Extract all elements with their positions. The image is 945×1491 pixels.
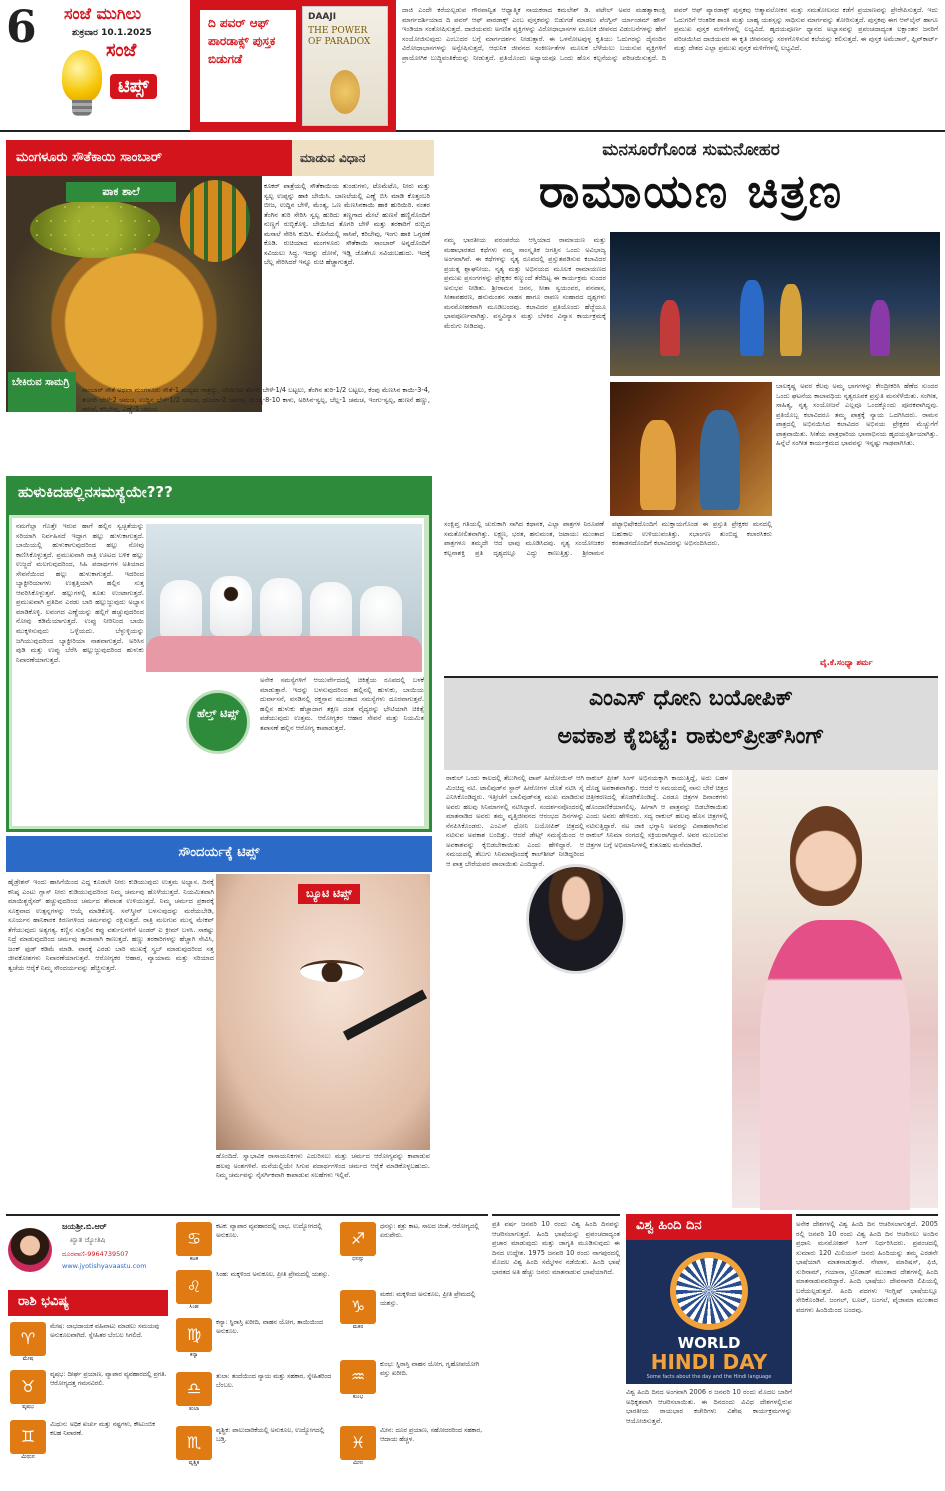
cooking-tag: ಪಾಕ ಶಾಲೆ: [66, 182, 176, 202]
gum-shape: [146, 636, 422, 672]
horoscope-gemini: ಮಿಥುನ: ಅಧಿಕ ಖರ್ಚು ಮತ್ತು ನಷ್ಟಗಳು, ಕೌಟುಂಬಿಕ ಕಲಹ ನಿವಾರಣೆ.: [50, 1421, 155, 1438]
dhoni-text-col2: ರಾಕುಲ್ ಪ್ರೀತ್ ಸಿಂಗ್ ಅಭಿನಯಕ್ಕಾಗಿ ಕಾಯುತ್ತಿದ್ದೆ, ಅದು ಬಹಳ ದೊಡ್ಡ ಅವಕಾಶವಾಗಿತ್ತು. ಆದರೆ ಆ ಸಮಯದಲ್ಲಿ ನಾನು ಬೇರೆ ಚಿತ್ರದ ಚಿತ್ರೀಕರಣದಲ್ಲಿ ತೊಡಗಿಕೊಂಡಿದ್ದೆ. ಎರಡೂ ಚಿತ್ರಗಳ ದಿನಾಂಕಗಳು ಹೊಂದಾಣಿಕೆಯಾಗಲಿಲ್ಲ. ಹೀಗಾಗಿ ಆ ಪಾತ್ರವನ್ನು ಬಿಡಬೇಕಾಯಿತು ಎಂದು ಅವರು ಹೇಳಿದರು. ಸದ್ಯ ರಾಕುಲ್ ಹಲವು ಹೊಸ ಚಿತ್ರಗಳಲ್ಲಿ ನಟಿಸುತ್ತಿದ್ದಾರೆ. ನಟ ಜಾಕಿ ಭಗ್ನಾನಿ ಅವರನ್ನು ವಿವಾಹವಾಗಿರುವ ರಾಕುಲ್ ಸಿನಿಮಾ ರಂಗದಲ್ಲಿ ಸಕ್ರಿಯರಾಗಿದ್ದಾರೆ. ಅವರ ಮುಂಬರುವ ಚಿತ್ರಗಳ ಬಗ್ಗೆ ಅಭಿಮಾನಿಗಳಲ್ಲಿ ಕುತೂಹಲ ಮನೆಮಾಡಿದೆ.: [586, 774, 728, 849]
hindi-day-text-col3: ಅನೇಕ ದೇಶಗಳಲ್ಲಿ ವಿಶ್ವ ಹಿಂದಿ ದಿನ ಆಚರಿಸಲಾಗುತ್ತದೆ. 2005 ರಲ್ಲಿ ಜನವರಿ 10 ರಂದು ವಿಶ್ವ ಹಿಂದಿ ದಿನ ಆಚರಿಸಲು ಅಂದಿನ ಪ್ರಧಾನಿ ಮನಮೋಹನ್ ಸಿಂಗ್ ನಿರ್ಧರಿಸಿದರು. ಪ್ರಪಂಚದಲ್ಲಿ ಸುಮಾರು 120 ಮಿಲಿಯನ್ ಜನರು ಹಿಂದಿಯನ್ನು ತಮ್ಮ ಎರಡನೇ ಭಾಷೆಯಾಗಿ ಮಾತನಾಡುತ್ತಾರೆ. ನೇಪಾಳ, ಮಾರಿಷಸ್, ಫಿಜಿ, ಸುರಿನಾಮ್, ಗಯಾನಾ, ಟ್ರಿನಿಡಾಡ್ ಮುಂತಾದ ದೇಶಗಳಲ್ಲಿ ಹಿಂದಿ ಮಾತನಾಡುವವರಿದ್ದಾರೆ. ಹಿಂದಿ ಭಾಷೆಯು ದೇವನಾಗರಿ ಲಿಪಿಯಲ್ಲಿ ಬರೆಯಲ್ಪಡುತ್ತದೆ. ಹಿಂದಿ ಪದಗಳು ಇಂಗ್ಲಿಷ್ ಭಾಷೆಯಲ್ಲೂ ಸೇರಿಕೊಂಡಿವೆ. ಜಂಗಲ್, ಲೂಟ್, ಬಂಗಲೆ, ಪೈಜಾಮಾ ಮುಂತಾದ ಪದಗಳು ಹಿಂದಿಯಿಂದ ಬಂದವು.: [796, 1214, 938, 1486]
sambar-title: ಮಂಗಳೂರು ಸೌತೆಕಾಯಿ ಸಾಂಬಾರ್: [6, 140, 292, 176]
pisces-icon: ♓: [340, 1426, 376, 1460]
sagittarius-icon: ♐: [340, 1222, 376, 1256]
book-author: DAAJI: [308, 12, 337, 22]
dhoni-text-col1: ರಾಕುಲ್ ಒಂದು ಕಾಲದಲ್ಲಿ ತೆಲುಗಿನಲ್ಲಿ ಟಾಪ್ ಹೀರೋಯಿನ್ ಆಗಿ ಮಿಂಚಿದ್ದ ನಟಿ. ಟಾಲಿವುಡ್‌ನ ಸ್ಟಾರ್ ಹೀರೋಗಳ ಜೊತೆ ನಟಿಸಿ ಸೈ ಎನಿಸಿಕೊಂಡಿದ್ದರು. ಇತ್ತೀಚೆಗೆ ಬಾಲಿವುಡ್‌ನತ್ತ ಮುಖ ಮಾಡಿರುವ ಅವರು ಹಲವು ಸಿನಿಮಾಗಳಲ್ಲಿ ನಟಿಸಿದ್ದಾರೆ. ಸಂದರ್ಶನವೊಂದರಲ್ಲಿ ಮಾತನಾಡಿದ ಅವರು ತಮ್ಮ ವೃತ್ತಿಜೀವನದ ಆರಂಭದ ದಿನಗಳನ್ನು ನೆನಪಿಸಿಕೊಂಡರು. ಎಂಎಸ್ ಧೋನಿ ಬಯೋಪಿಕ್ ಚಿತ್ರದಲ್ಲಿ ನಟಿಸುವ ಅವಕಾಶ ಬಂದಿತ್ತು. ಆದರೆ ಡೇಟ್ಸ್ ಸಮಸ್ಯೆಯಿಂದ ಆ ಅವಕಾಶವನ್ನು ಕೈಬಿಡಬೇಕಾಯಿತು ಎಂದು ಹೇಳಿದ್ದಾರೆ. ಆ ಸಮಯದಲ್ಲಿ ತೆಲುಗು ಸಿನಿಮಾವೊಂದಕ್ಕೆ ಕಾಲ್‌ಶೀಟ್ ನೀಡಿದ್ದರಿಂದ ಆ ಪಾತ್ರ ಬೇರೆಯವರ ಪಾಲಾಯಿತು ಎಂದಿದ್ದಾರೆ.: [446, 774, 584, 868]
tooth-icon: [160, 580, 202, 640]
horoscope-pisces: ಮೀನ: ದೂರ ಪ್ರಯಾಣ, ಸಹೋದರರಿಂದ ಸಹಕಾರ, ಆದಾಯ ಹೆಚ್ಚಳ.: [380, 1427, 483, 1444]
cancer-icon: ♋: [176, 1222, 212, 1256]
beauty-text-secondary: ಹೊಂದಿದೆ. ಸ್ವಾಭಾವಿಕ ರಾಸಾಯನಿಕಗಳು ಎದುರಿಸಲು ಮತ್ತು ಚರ್ಮದ ಆರೋಗ್ಯವನ್ನು ಕಾಪಾಡುವ ಹಲವು ಅಂಶಗಳಿವೆ. ಮನೆಯಲ್ಲಿಯೇ ಸಿಗುವ ಪದಾರ್ಥಗಳಿಂದ ಚರ್ಮದ ಆರೈಕೆ ಮಾಡಿಕೊಳ್ಳಬಹುದು. ನಿಮ್ಮ ಚರ್ಮವನ್ನು ನೈಸರ್ಗಿಕವಾಗಿ ಕಾಪಾಡುವ ಸಲಹೆಗಳು ಇಲ್ಲಿವೆ.: [216, 1152, 430, 1180]
decayed-tooth-icon: [210, 576, 252, 636]
page-number: 6: [6, 2, 37, 53]
tooth-icon: [260, 578, 302, 638]
ramayana-stage-photo: [610, 232, 940, 376]
horoscope-leo: ಸಿಂಹ: ಮಕ್ಕಳಿಂದ ಅನುಕೂಲ, ಪ್ರೀತಿ ಪ್ರೇಮದಲ್ಲಿ ಯಶಸ್ಸು.: [216, 1271, 330, 1278]
book-title: THE POWER OF PARADOX: [308, 26, 371, 47]
gemini-icon: ♊: [10, 1420, 46, 1454]
scorpio-icon: ♏: [176, 1426, 212, 1460]
astrologer-avatar: [8, 1228, 52, 1272]
aries-icon: ♈: [10, 1322, 46, 1356]
sign-label: ಮೀನ: [353, 1460, 363, 1466]
astrologer-role: ಖ್ಯಾತ ಜ್ಯೋತಿಷಿ: [70, 1236, 106, 1244]
sign-label: ತುಲಾ: [188, 1406, 200, 1412]
dancer-figure: [640, 420, 676, 510]
horoscope-libra: ತುಲಾ: ತಂದೆಯಿಂದ ನ್ಯಾಯ ಮತ್ತು ಸಹಕಾರ, ಸ್ನೇಹಿತರಿಂದ ಬೆಂಬಲ.: [216, 1373, 332, 1390]
virgo-icon: ♍: [176, 1318, 212, 1352]
section-title: ಸಂಜೆ: [106, 40, 137, 61]
feature-title: ದಿ ಪವರ್ ಆಫ್ ಪಾರಡಾಕ್ಸ್ ಪುಸ್ತಕ ಬಿಡುಗಡೆ: [200, 10, 296, 122]
dancer-figure: [700, 410, 740, 510]
hindi-day-text-col2: ವಿಶ್ವ ಹಿಂದಿ ದಿನದ ಅಂಗವಾಗಿ 2006 ರ ಜನವರಿ 10 ರಂದು ಮೊದಲ ಬಾರಿಗೆ ಅಧಿಕೃತವಾಗಿ ಆಚರಿಸಲಾಯಿತು. ಈ ದಿನದಂದು ವಿವಿಧ ದೇಶಗಳಲ್ಲಿರುವ ಭಾರತೀಯ ರಾಯಭಾರ ಕಚೇರಿಗಳು ವಿಶೇಷ ಕಾರ್ಯಕ್ರಮಗಳನ್ನು ಆಯೋಜಿಸುತ್ತವೆ.: [626, 1388, 792, 1425]
horoscope-virgo: ಕನ್ಯಾ: ಸ್ಥಿರಾಸ್ತಿ ಖರೀದಿ, ವಾಹನ ಯೋಗ, ತಾಯಿಯಿಂದ ಅನುಕೂಲ.: [216, 1319, 324, 1336]
rakul-dress: [760, 920, 910, 1210]
rakul-circle-photo: [526, 864, 626, 974]
chakra-icon: [670, 1252, 748, 1330]
dancer-figure: [870, 300, 890, 356]
leo-icon: ♌: [176, 1270, 212, 1304]
section-title-tips: ಟಿಪ್ಸ್: [110, 74, 157, 99]
tooth-icon: [310, 582, 352, 642]
ramayana-title: ರಾಮಾಯಣ ಚಿತ್ರಣ: [538, 164, 844, 218]
dhoni-title-line2: ಅವಕಾಶ ಕೈಬಿಟ್ಟೆ: ರಾಕುಲ್‌ಪ್ರೀತ್‌ಸಿಂಗ್: [557, 724, 825, 749]
sambar-method-heading: ಮಾಡುವ ವಿಧಾನ: [292, 140, 434, 176]
horoscope-cancer: ಕಟಕ: ವ್ಯಾಪಾರ ವ್ಯವಹಾರದಲ್ಲಿ ಲಾಭ, ಉದ್ಯೋಗದಲ್ಲಿ ಅನುಕೂಲ.: [216, 1223, 323, 1240]
ramayana-author: ವೈ.ಕೆ.ಸಂಧ್ಯಾ ಶರ್ಮ: [820, 658, 873, 667]
teeth-text-secondary: ಅನೇಕ ಸಮಸ್ಯೆಗಳಿಗೆ ಆಯುರ್ವೇದದಲ್ಲಿ ಚಿಕಿತ್ಸೆಯ ರೂಪದಲ್ಲಿ ಬಳಕೆ ಮಾಡುತ್ತಾರೆ. ಇದನ್ನು ಬಳಸುವುದರಿಂದ ಹಲ್ಲಿನಲ್ಲಿ ಹುಳುಕು, ಬಾಯಿಯ ದುರ್ವಾಸನೆ, ವಸಡಿನಲ್ಲಿ ರಕ್ತಸ್ರಾವ ಮುಂತಾದ ಸಮಸ್ಯೆಗಳು ದೂರವಾಗುತ್ತವೆ. ಹಲ್ಲಿನ ಹುಳುಕು ಹೆಚ್ಚಾದಾಗ ತಕ್ಷಣ ದಂತ ವೈದ್ಯರನ್ನು ಭೇಟಿಯಾಗಿ ಚಿಕಿತ್ಸೆ ಪಡೆಯುವುದು ಉತ್ತಮ. ಆರೋಗ್ಯಕರ ಆಹಾರ ಸೇವನೆ ಮತ್ತು ನಿಯಮಿತ ತಪಾಸಣೆ ಹಲ್ಲಿನ ಆರೋಗ್ಯ ಕಾಪಾಡುತ್ತದೆ.: [260, 676, 424, 732]
dhoni-title-line1: ಎಂಎಸ್ ಧೋನಿ ಬಯೋಪಿಕ್: [589, 686, 793, 711]
astrologer-name: ಜಯಶ್ರೀ.ಬಿ.ಆರ್: [62, 1222, 107, 1231]
paper-name: ಸಂಜೆ ಮುಗಿಲು: [64, 4, 142, 23]
squash: [180, 180, 250, 262]
astrologer-website[interactable]: www.jyotishyavaastu.com: [62, 1262, 147, 1270]
ramayana-text-bottom: ಸಂಕ್ಷಿಪ್ತ ಗತಿಯಲ್ಲಿ ಚುರುಕಾಗಿ ಸಾಗಿದ ಕಥಾನಕ, ಎಲ್ಲಾ ಪಾತ್ರಗಳ ನಿರೂಪಣೆ ಸಮತೋಲಿತವಾಗಿತ್ತು. ಲಕ್ಷ್ಮಣ, ಭರತ, ಹನುಮಂತ, ಜಟಾಯು ಮುಂತಾದ ಪಾತ್ರಗಳೂ ತಮ್ಮದೇ ಆದ ಛಾಪು ಮೂಡಿಸಿದವು. ನೃತ್ಯ ಸಂಯೋಜಕರ ಕಲ್ಪನಾಶಕ್ತಿ ಪ್ರತಿ ದೃಶ್ಯದಲ್ಲೂ ಎದ್ದು ಕಾಣುತ್ತಿತ್ತು. ಶ್ರೀರಾಮನ ಪಟ್ಟಾಭಿಷೇಕದೊಂದಿಗೆ ಮುಕ್ತಾಯಗೊಂಡ ಈ ಪ್ರಸ್ತುತಿ ಪ್ರೇಕ್ಷಕರ ಮನದಲ್ಲಿ ಬಹುಕಾಲ ಉಳಿಯುವಂತಿತ್ತು. ಸಭಾಂಗಣ ತುಂಬಿದ್ದ ಕಲಾರಸಿಕರು ಕರತಾಡನದೊಂದಿಗೆ ಕಲಾವಿದರನ್ನು ಅಭಿನಂದಿಸಿದರು.: [444, 520, 772, 557]
hindi-day-title: ವಿಶ್ವ ಹಿಂದಿ ದಿನ: [626, 1214, 792, 1240]
horoscope-sagittarius: ಧನಸ್ಸು: ಶತ್ರು ಕಾಟ, ಸಾಲದ ಚಿಂತೆ, ಆರೋಗ್ಯದಲ್ಲಿ ಏರುಪೇರು.: [380, 1223, 479, 1240]
ingredients-tag: ಬೇಕಿರುವ ಸಾಮಗ್ರಿ: [8, 372, 76, 412]
horoscope-title: ರಾಶಿ ಭವಿಷ್ಯ: [8, 1290, 168, 1316]
ramayana-text-left: ನಮ್ಮ ಭಾರತೀಯ ಪರಂಪರೆಯ ಆಸ್ತಿಯಾದ ರಾಮಾಯಣ ಮತ್ತು ಮಹಾಭಾರತದ ಕಥೆಗಳು ನಮ್ಮ ಸಾಂಸ್ಕೃತಿಕ ಜಗತ್ತಿನ ಒಂದು ಅವಿಭಾಜ್ಯ ಅಂಗವಾಗಿವೆ. ಈ ಕಥೆಗಳನ್ನು ನೃತ್ಯ ರೂಪದಲ್ಲಿ ಪ್ರಸ್ತುತಪಡಿಸುವ ಕಲಾವಿದರ ಪ್ರಯತ್ನ ಶ್ಲಾಘನೀಯ. ನೃತ್ಯ ಮತ್ತು ಅಭಿನಯದ ಮೂಲಕ ರಾಮಾಯಣದ ಪ್ರಮುಖ ಪ್ರಸಂಗಗಳನ್ನು ಪ್ರೇಕ್ಷಕರ ಕಣ್ಮುಂದೆ ತೆರೆದಿಟ್ಟ ಈ ಕಾರ್ಯಕ್ರಮ ಸುಂದರ ಅನುಭವ ನೀಡಿತು. ಶ್ರೀರಾಮನ ಜನನ, ಸೀತಾ ಸ್ವಯಂವರ, ವನವಾಸ, ಸೀತಾಪಹರಣ, ಹನುಮಂತನ ಸಾಹಸ ಹಾಗೂ ರಾವಣ ಸಂಹಾರದ ದೃಶ್ಯಗಳು ಮನಮೋಹಕವಾಗಿ ಮೂಡಿಬಂದವು. ಕಲಾವಿದರ ಪ್ರತಿಯೊಂದು ಹೆಜ್ಜೆಯೂ ಭಾವಪೂರ್ಣವಾಗಿತ್ತು. ವಸ್ತ್ರವಿನ್ಯಾಸ ಮತ್ತು ಬೆಳಕಿನ ವಿನ್ಯಾಸ ಕಾರ್ಯಕ್ರಮಕ್ಕೆ ಮೆರುಗು ನೀಡಿದವು.: [444, 236, 606, 330]
horoscope-scorpio: ವೃಶ್ಚಿಕ: ಪಾಲುದಾರಿಕೆಯಲ್ಲಿ ಅನುಕೂಲ, ಉದ್ಯೋಗದಲ್ಲಿ ಬಡ್ತಿ.: [216, 1427, 325, 1444]
sign-label: ಕಟಕ: [189, 1256, 199, 1262]
sign-label: ವೃಷಭ: [22, 1404, 34, 1410]
health-tips-badge: ಹೆಲ್ತ್ ಟಿಪ್ಸ್: [186, 690, 250, 754]
aquarius-icon: ♒: [340, 1360, 376, 1394]
dancer-figure: [660, 300, 680, 356]
poster-hindi-day: HINDI DAY: [650, 1350, 768, 1374]
libra-icon: ♎: [176, 1372, 212, 1406]
sign-label: ಮೇಷ: [22, 1356, 34, 1362]
sign-label: ಮಿಥುನ: [21, 1454, 35, 1460]
astrologer-phone: ದೂರವಾಣಿ-9964739507: [62, 1250, 129, 1258]
sign-label: ವೃಶ್ಚಿಕ: [188, 1460, 200, 1466]
poster-caption: Some facts about the day and the Hindi language: [646, 1374, 772, 1380]
teeth-text-main: ನಮಗೆಲ್ಲಾ ಗೊತ್ತೇ ಇರುವ ಹಾಗೆ ಹಲ್ಲಿನ ಸ್ವಚ್ಛತೆಯನ್ನು ಸರಿಯಾಗಿ ನಿರ್ವಹಿಸದೆ ಇದ್ದಾಗ ಹಲ್ಲು ಹುಳುಕಾಗುತ್ತದೆ. ಬಾಯಿಯಲ್ಲಿ ಹುಳುಕಾಗುವುದರಿಂದ ಹಲ್ಲು ನೋವು ಕಾಣಿಸಿಕೊಳ್ಳುತ್ತದೆ. ಪ್ರಮುಖವಾಗಿ ರಾತ್ರಿ ಊಟದ ಬಳಿಕ ಹಲ್ಲು ಉಜ್ಜದೆ ಮಲಗುವುದರಿಂದ, ಸಿಹಿ ಪದಾರ್ಥಗಳ ಅತಿಯಾದ ಸೇವನೆಯಿಂದ ಹಲ್ಲು ಹುಳುಕಾಗುತ್ತದೆ. ಇದರಿಂದ ಬ್ಯಾಕ್ಟೀರಿಯಾಗಳು ಉತ್ಪತ್ತಿಯಾಗಿ ಹಲ್ಲಿನ ಸುತ್ತ ಆವರಿಸಿಕೊಳ್ಳುತ್ತವೆ. ಹಲ್ಲುಗಳಲ್ಲಿ ತೂತು ಉಂಟಾಗುತ್ತದೆ. ಪ್ರಮುಖವಾಗಿ ಪ್ರತಿದಿನ ಎರಡು ಬಾರಿ ಹಲ್ಲುಜ್ಜುವುದು ಅಭ್ಯಾಸ ಮಾಡಿಕೊಳ್ಳಿ. ಲವಂಗದ ಎಣ್ಣೆಯನ್ನು ಹಲ್ಲಿಗೆ ಹಚ್ಚುವುದರಿಂದ ನೋವು ಕಡಿಮೆಯಾಗುತ್ತದೆ. ಉಪ್ಪು ನೀರಿನಿಂದ ಬಾಯಿ ಮುಕ್ಕಳಿಸುವುದು ಒಳ್ಳೆಯದು. ಬೆಳ್ಳುಳ್ಳಿಯನ್ನು ಜಗಿಯುವುದರಿಂದ ಬ್ಯಾಕ್ಟೀರಿಯಾ ನಾಶವಾಗುತ್ತದೆ. ಅರಿಸಿನ ಪುಡಿ ಮತ್ತು ಉಪ್ಪು ಬೆರೆಸಿ ಹಲ್ಲುಜ್ಜುವುದರಿಂದ ಹುಳುಕು ನಿವಾರಣೆಯಾಗುತ್ತದೆ.: [16, 522, 144, 664]
capricorn-icon: ♑: [340, 1290, 376, 1324]
sign-label: ಧನಸ್ಸು: [352, 1256, 364, 1262]
feature-text: ದಾಜಿ ಎಂದೇ ಕರೆಯಲ್ಪಡುವ ಗೌರವಾನ್ವಿತ ಆಧ್ಯಾತ್ಮಿಕ ನಾಯಕರಾದ ಕಮಲೇಶ್ ಡಿ. ಪಟೇಲ್ ಅವರ ಮಹತ್ವಾಕಾಂಕ್ಷಿ ಮಾರ್ಗದರ್ಶಿಯಾದ ದಿ ಪವರ್ ಆಫ್ ಪಾರಡಾಕ್ಸ್ ಎಂಬ ಪುಸ್ತಕವನ್ನು ಬಿಡುಗಡೆ ಮಾಡಲು ಪೆಂಗ್ವಿನ್ ರ್ಯಾಂಡಮ್ ಹೌಸ್ ಇಂಡಿಯಾ ಸಂತೋಷಿಸುತ್ತದೆ. ದಾಜಿಯವರು ಅಗಣಿತ ವ್ಯಕ್ತಿಗಳನ್ನು ವಿರೋಧಾಭಾಸಗಳ ಮೂಲಕ ಜೀವನದ ವಿಡಂಬನೆಗಳನ್ನು ಹೇಗೆ ಸಂಯೋಜಿಸುವುದು ಎಂಬುದರ ಬಗ್ಗೆ ಮಾರ್ಗದರ್ಶನ ನೀಡುತ್ತಾರೆ. ಈ ಒಳನೋಟವುಳ್ಳ ಕೃತಿಯು ಓದುಗರನ್ನು ದೈನಂದಿನ ವಿರೋಧಾಭಾಸಗಳನ್ನು ಅನ್ವೇಷಿಸುತ್ತದೆ, ಆಧುನಿಕ ಜೀವನದ ಸಂಕೀರ್ಣತೆಗಳ ಮೂಲಕ ಬೆಳೆಯಲು ಬಯಸುವ ವ್ಯಕ್ತಿಗಳಿಗೆ ಪ್ರಾಯೋಗಿಕ ಬುದ್ಧಿವಂತಿಕೆಯನ್ನು ನೀಡುತ್ತದೆ. ಪ್ರತಿಯೊಂದು ಅಧ್ಯಾಯವೂ ಒಂದು ಹೊಸ ಕಲ್ಪನೆಯನ್ನು ಪರಿಚಯಿಸುತ್ತದೆ. ದಿ ಪವರ್ ಆಫ್ ಪ್ಯಾರಡಾಕ್ಸ್ ಪುಸ್ತಕವು ಆತ್ಮಾವಲೋಕನ ಮತ್ತು ಸಮತೋಲನದ ಕಡೆಗೆ ಪ್ರಯಾಣವನ್ನು ಪ್ರೇರೇಪಿಸುತ್ತದೆ. ಇದು ಓದುಗರಿಗೆ ಆಂತರಿಕ ಶಾಂತಿ ಮತ್ತು ಬಾಹ್ಯ ಯಶಸ್ಸನ್ನು ಸಾಧಿಸುವ ಮಾರ್ಗವನ್ನು ತೋರಿಸುತ್ತದೆ. ಪುಸ್ತಕವು ಈಗ ಆನ್‌ಲೈನ್ ಹಾಗೂ ಪ್ರಮುಖ ಪುಸ್ತಕ ಮಳಿಗೆಗಳಲ್ಲಿ ಲಭ್ಯವಿದೆ. ಹೃದಯಪೂರ್ಣ ಧ್ಯಾನದ ಅಭ್ಯಾಸವನ್ನು ಪ್ರಪಂಚದಾದ್ಯಂತ ಲಕ್ಷಾಂತರ ಜನರಿಗೆ ಪರಿಚಯಿಸಿದ ದಾಜಿಯವರ ಈ ಕೃತಿ ಜೀವನವನ್ನು ಸರಳಗೊಳಿಸುವ ಕಲೆಯನ್ನು ಕಲಿಸುತ್ತದೆ. ಈ ಪುಸ್ತಕ ಅಮೆಜಾನ್, ಫ್ಲಿಪ್‌ಕಾರ್ಟ್ ಮತ್ತು ದೇಶದ ಎಲ್ಲಾ ಪ್ರಮುಖ ಪುಸ್ತಕ ಮಳಿಗೆಗಳಲ್ಲಿ ಲಭ್ಯವಿದೆ.: [402, 6, 938, 62]
teeth-title: ಹುಳುಕಿದಹಲ್ಲಿನಸಮಸ್ಯೆಯೇ???: [6, 476, 432, 512]
ramayana-dancers-photo: [610, 382, 772, 516]
sign-label: ಕುಂಭ: [352, 1394, 364, 1400]
sign-label: ಕನ್ಯಾ: [189, 1352, 199, 1358]
taurus-icon: ♉: [10, 1370, 46, 1404]
ramayana-subtitle: ಮನಸೂರೆಗೊಂಡ ಸುಮನೋಹರ: [602, 140, 780, 160]
bulb-icon: [62, 50, 102, 102]
dancer-figure: [740, 280, 764, 356]
bulb-base-icon: [72, 100, 92, 116]
book-art-icon: [330, 70, 360, 114]
horoscope-aquarius: ಕುಂಭ: ಸ್ಥಿರಾಸ್ತಿ ವಾಹನ ಯೋಗ, ಗೃಹೋಪಯೋಗಿ ವಸ್ತು ಖರೀದಿ.: [380, 1361, 480, 1378]
sambar-ingredients-text: ಸಾಂಬಾರ್ ಸೌತೆ ಅಥವಾ ಮಂಗಳೂರು ಸೌತೆ-1 ಮಧ್ಯಮ ಗಾತ್ರದ್ದು, ಬೇಯಿಸಿದ ತೊಗರಿ ಬೇಳೆ-1/4 ಬಟ್ಟಲು, ತೆಂಗಿನ ತುರಿ-1/2 ಬಟ್ಟಲು, ಕೆಂಪು ಮೆಣಸಿನ ಕಾಯಿ-3-4, ತೊಗರಿ ಬೇಳೆ-2 ಚಮಚ, ಉದ್ದಿನ ಬೇಳೆ-1/2 ಚಮಚ, ಧನಿಯಾ-2 ಚಮಚ, ಮೆಂತ್ಯ-8-10 ಕಾಳು, ಅರಿಸಿನ-ಸ್ವಲ್ಪ, ಬೆಲ್ಲ-1 ಚಮಚ, ಇಂಗು-ಸ್ವಲ್ಪ, ಹುಣಸೆ ಹಣ್ಣು, ಸಾಸಿವೆ, ಕರಿಬೇವು, ಎಣ್ಣೆ-1 ಚಮಚ.: [82, 386, 430, 414]
beauty-title: ಸೌಂದರ್ಯಕ್ಕೆ ಟಿಪ್ಸ್: [6, 836, 432, 872]
beauty-tips-tag: ಬ್ಯೂಟಿ ಟಿಪ್ಸ್: [298, 884, 360, 904]
issue-date: ಶುಕ್ರವಾರ 10.1.2025: [72, 28, 152, 38]
sign-label: ಸಿಂಹ: [189, 1304, 199, 1310]
sambar-method-text: ಕೂಕರ್ ಪಾತ್ರೆಯಲ್ಲಿ ಸೌತೆಕಾಯಿಯ ತುಂಡುಗಳು, ಟೊಮೆಟೊ, ನೀರು ಮತ್ತು ಸ್ವಲ್ಪ ಉಪ್ಪನ್ನು ಹಾಕಿ ಬೇಯಿಸಿ. ಬಾಣಲೆಯಲ್ಲಿ ಎಣ್ಣೆ ಬಿಸಿ ಮಾಡಿ ಕೊತ್ತಂಬರಿ ಬೀಜ, ಉದ್ದಿನ ಬೇಳೆ, ಮೆಂತ್ಯ, ಒಣ ಮೆಣಸಿನಕಾಯಿ ಹಾಕಿ ಹುರಿಯಿರಿ. ನಂತರ ತೆಂಗಿನ ತುರಿ ಸೇರಿಸಿ ಸ್ವಲ್ಪ ಹುರಿದು ತಣ್ಣಗಾದ ಮೇಲೆ ಹುಣಸೆ ಹಣ್ಣಿನೊಂದಿಗೆ ನುಣ್ಣಗೆ ರುಬ್ಬಿಕೊಳ್ಳಿ. ಬೇಯಿಸಿದ ತೊಗರಿ ಬೇಳೆ ಮತ್ತು ತರಕಾರಿಗೆ ರುಬ್ಬಿದ ಮಸಾಲೆ ಸೇರಿಸಿ ಕುದಿಸಿ. ಕೊನೆಯಲ್ಲಿ ಸಾಸಿವೆ, ಕರಿಬೇವು, ಇಂಗು ಹಾಕಿ ಒಗ್ಗರಣೆ ಕೊಡಿ. ರುಚಿಯಾದ ಮಂಗಳೂರು ಸೌತೆಕಾಯಿ ಸಾಂಬಾರ್ ಅನ್ನದೊಂದಿಗೆ ಸವಿಯಲು ಸಿದ್ಧ. ಇದನ್ನು ದೋಸೆ, ಇಡ್ಲಿ ಜೊತೆಗೂ ಸವಿಯಬಹುದು. ಇದಕ್ಕೆ ಬೆಲ್ಲ ಸೇರಿಸಿದರೆ ಇನ್ನೂ ರುಚಿ ಹೆಚ್ಚಾಗುತ್ತದೆ.: [264, 182, 430, 267]
horoscope-aries: ಮೇಷ: ಲಾಭದಾಯಕ ವಹಿವಾಟು ಮಾಡಲು ಸಮಯವು ಅನುಕೂಲವಾಗಿದೆ. ಸ್ನೇಹಿತರ ಬೆಂಬಲ ಸಿಗಲಿದೆ.: [50, 1323, 160, 1340]
rakul-face: [790, 806, 862, 906]
ramayana-text-right: ಬಾಲಕೃಷ್ಣ ಅವರ ಕೆಲವು ಅಮ್ಮ ಭಾಗಗಳನ್ನು ಕೇಂದ್ರೀಕರಿಸಿ ಹೆಣೆದ ಸುಂದರ ಒಂದು ಘಟನೆಯ ಕಾಲಾವಧಿಯ ನೃತ್ಯರೂಪಕ ಪ್ರಸ್ತುತಿ ಮನಸೆಳೆಯಿತು. ಸಂಗೀತ, ಸಾಹಿತ್ಯ, ನೃತ್ಯ ಸಂಯೋಜನೆ ಎಲ್ಲವೂ ಒಂದಕ್ಕೊಂದು ಪೂರಕವಾಗಿದ್ದವು. ಪ್ರತಿಯೊಬ್ಬ ಕಲಾವಿದರೂ ತಮ್ಮ ಪಾತ್ರಕ್ಕೆ ನ್ಯಾಯ ಒದಗಿಸಿದರು. ರಾಮನ ಪಾತ್ರದಲ್ಲಿ ಅಭಿನಯಿಸಿದ ಕಲಾವಿದರ ಅಭಿನಯ ಪ್ರೇಕ್ಷಕರ ಮೆಚ್ಚುಗೆಗೆ ಪಾತ್ರವಾಯಿತು. ಸೀತೆಯ ಪಾತ್ರಧಾರಿಯ ಭಾವಾಭಿನಯ ಹೃದಯಸ್ಪರ್ಶಿಯಾಗಿತ್ತು. ಹಿನ್ನೆಲೆ ಸಂಗೀತ ಕಾರ್ಯಕ್ರಮದ ಭಾವವನ್ನು ಇನ್ನಷ್ಟು ಗಾಢವಾಗಿಸಿತು.: [776, 382, 938, 448]
peas-bowl: [30, 200, 160, 258]
sign-label: ಮಕರ: [352, 1324, 364, 1330]
eye-icon: [300, 960, 364, 982]
poster-world: WORLD: [677, 1334, 741, 1352]
dancer-figure: [780, 284, 802, 356]
beauty-text-main: ಹೈಡ್ರೇಶನ್ ಇಂದು ಹಾಸಿಗೆಯಿಂದ ಎದ್ದ ಕೂಡಲೇ ನೀರು ಕುಡಿಯುವುದು ಉತ್ತಮ ಅಭ್ಯಾಸ. ದಿನಕ್ಕೆ ಕನಿಷ್ಠ ಎಂಟು ಗ್ಲಾಸ್ ನೀರು ಕುಡಿಯುವುದರಿಂದ ನಿಮ್ಮ ಚರ್ಮವು ಹೊಳೆಯುತ್ತದೆ. ನಿಯಮಿತವಾಗಿ ಮಾಯಿಶ್ಚರೈಸರ್ ಹಚ್ಚುವುದರಿಂದ ಚರ್ಮದ ತೇವಾಂಶ ಉಳಿಯುತ್ತದೆ. ನಿಮ್ಮ ಚರ್ಮದ ಪ್ರಕಾರಕ್ಕೆ ಸೂಕ್ತವಾದ ಉತ್ಪನ್ನಗಳನ್ನು ಆಯ್ಕೆ ಮಾಡಿಕೊಳ್ಳಿ. ಸನ್‌ಸ್ಕ್ರೀನ್ ಬಳಸುವುದನ್ನು ಮರೆಯಬೇಡಿ, ಸೂರ್ಯನ ಹಾನಿಕಾರಕ ಕಿರಣಗಳಿಂದ ಚರ್ಮವನ್ನು ರಕ್ಷಿಸುತ್ತದೆ. ರಾತ್ರಿ ಮಲಗುವ ಮುನ್ನ ಮೇಕಪ್ ತೆಗೆಯುವುದು ಅತ್ಯಗತ್ಯ. ಕಣ್ಣಿನ ಸುತ್ತಲಿನ ಕಪ್ಪು ವರ್ತುಲಗಳಿಗೆ ಅಂಡರ್ ಐ ಕ್ರೀಮ್ ಬಳಸಿ. ಸಾಕಷ್ಟು ನಿದ್ರೆ ಮಾಡುವುದರಿಂದ ಚರ್ಮವು ತಾಜಾವಾಗಿ ಕಾಣುತ್ತದೆ. ಹಣ್ಣು ತರಕಾರಿಗಳನ್ನು ಹೆಚ್ಚಾಗಿ ಸೇವಿಸಿ, ಜಂಕ್ ಫುಡ್ ಕಡಿಮೆ ಮಾಡಿ. ವಾರಕ್ಕೆ ಎರಡು ಬಾರಿ ಮುಖಕ್ಕೆ ಸ್ಕ್ರಬ್ ಮಾಡುವುದರಿಂದ ಸತ್ತ ಜೀವಕೋಶಗಳು ನಿವಾರಣೆಯಾಗುತ್ತವೆ. ಆರೋಗ್ಯಕರ ಆಹಾರ, ವ್ಯಾಯಾಮ ಮತ್ತು ಸರಿಯಾದ ತ್ವಚೆಯ ಆರೈಕೆ ನಿಮ್ಮ ಸೌಂದರ್ಯವನ್ನು ಹೆಚ್ಚಿಸುತ್ತದೆ.: [8, 878, 214, 972]
hindi-day-text-col1: ಪ್ರತಿ ವರ್ಷ ಜನವರಿ 10 ರಂದು ವಿಶ್ವ ಹಿಂದಿ ದಿನವನ್ನು ಆಚರಿಸಲಾಗುತ್ತದೆ. ಹಿಂದಿ ಭಾಷೆಯನ್ನು ಪ್ರಪಂಚದಾದ್ಯಂತ ಪ್ರಚಾರ ಮಾಡುವುದು ಮತ್ತು ಜಾಗೃತಿ ಮೂಡಿಸುವುದು ಈ ದಿನದ ಉದ್ದೇಶ. 1975 ಜನವರಿ 10 ರಂದು ನಾಗಪುರದಲ್ಲಿ ಮೊದಲ ವಿಶ್ವ ಹಿಂದಿ ಸಮ್ಮೇಳನ ನಡೆಯಿತು. ಹಿಂದಿ ಭಾಷೆ ಭಾರತದ ಅತಿ ಹೆಚ್ಚು ಜನರು ಮಾತನಾಡುವ ಭಾಷೆಯಾಗಿದೆ.: [492, 1214, 620, 1486]
horoscope-taurus: ವೃಷಭ: ದೀರ್ಘ ಪ್ರಯಾಣ, ವ್ಯಾಪಾರ ವ್ಯವಹಾರದಲ್ಲಿ ಪ್ರಗತಿ. ಆರೋಗ್ಯದತ್ತ ಗಮನವಿರಲಿ.: [50, 1371, 167, 1388]
horoscope-capricorn: ಮಕರ: ಮಕ್ಕಳಿಂದ ಅನುಕೂಲ, ಪ್ರೀತಿ ಪ್ರೇಮದಲ್ಲಿ ಯಶಸ್ಸು.: [380, 1291, 476, 1308]
